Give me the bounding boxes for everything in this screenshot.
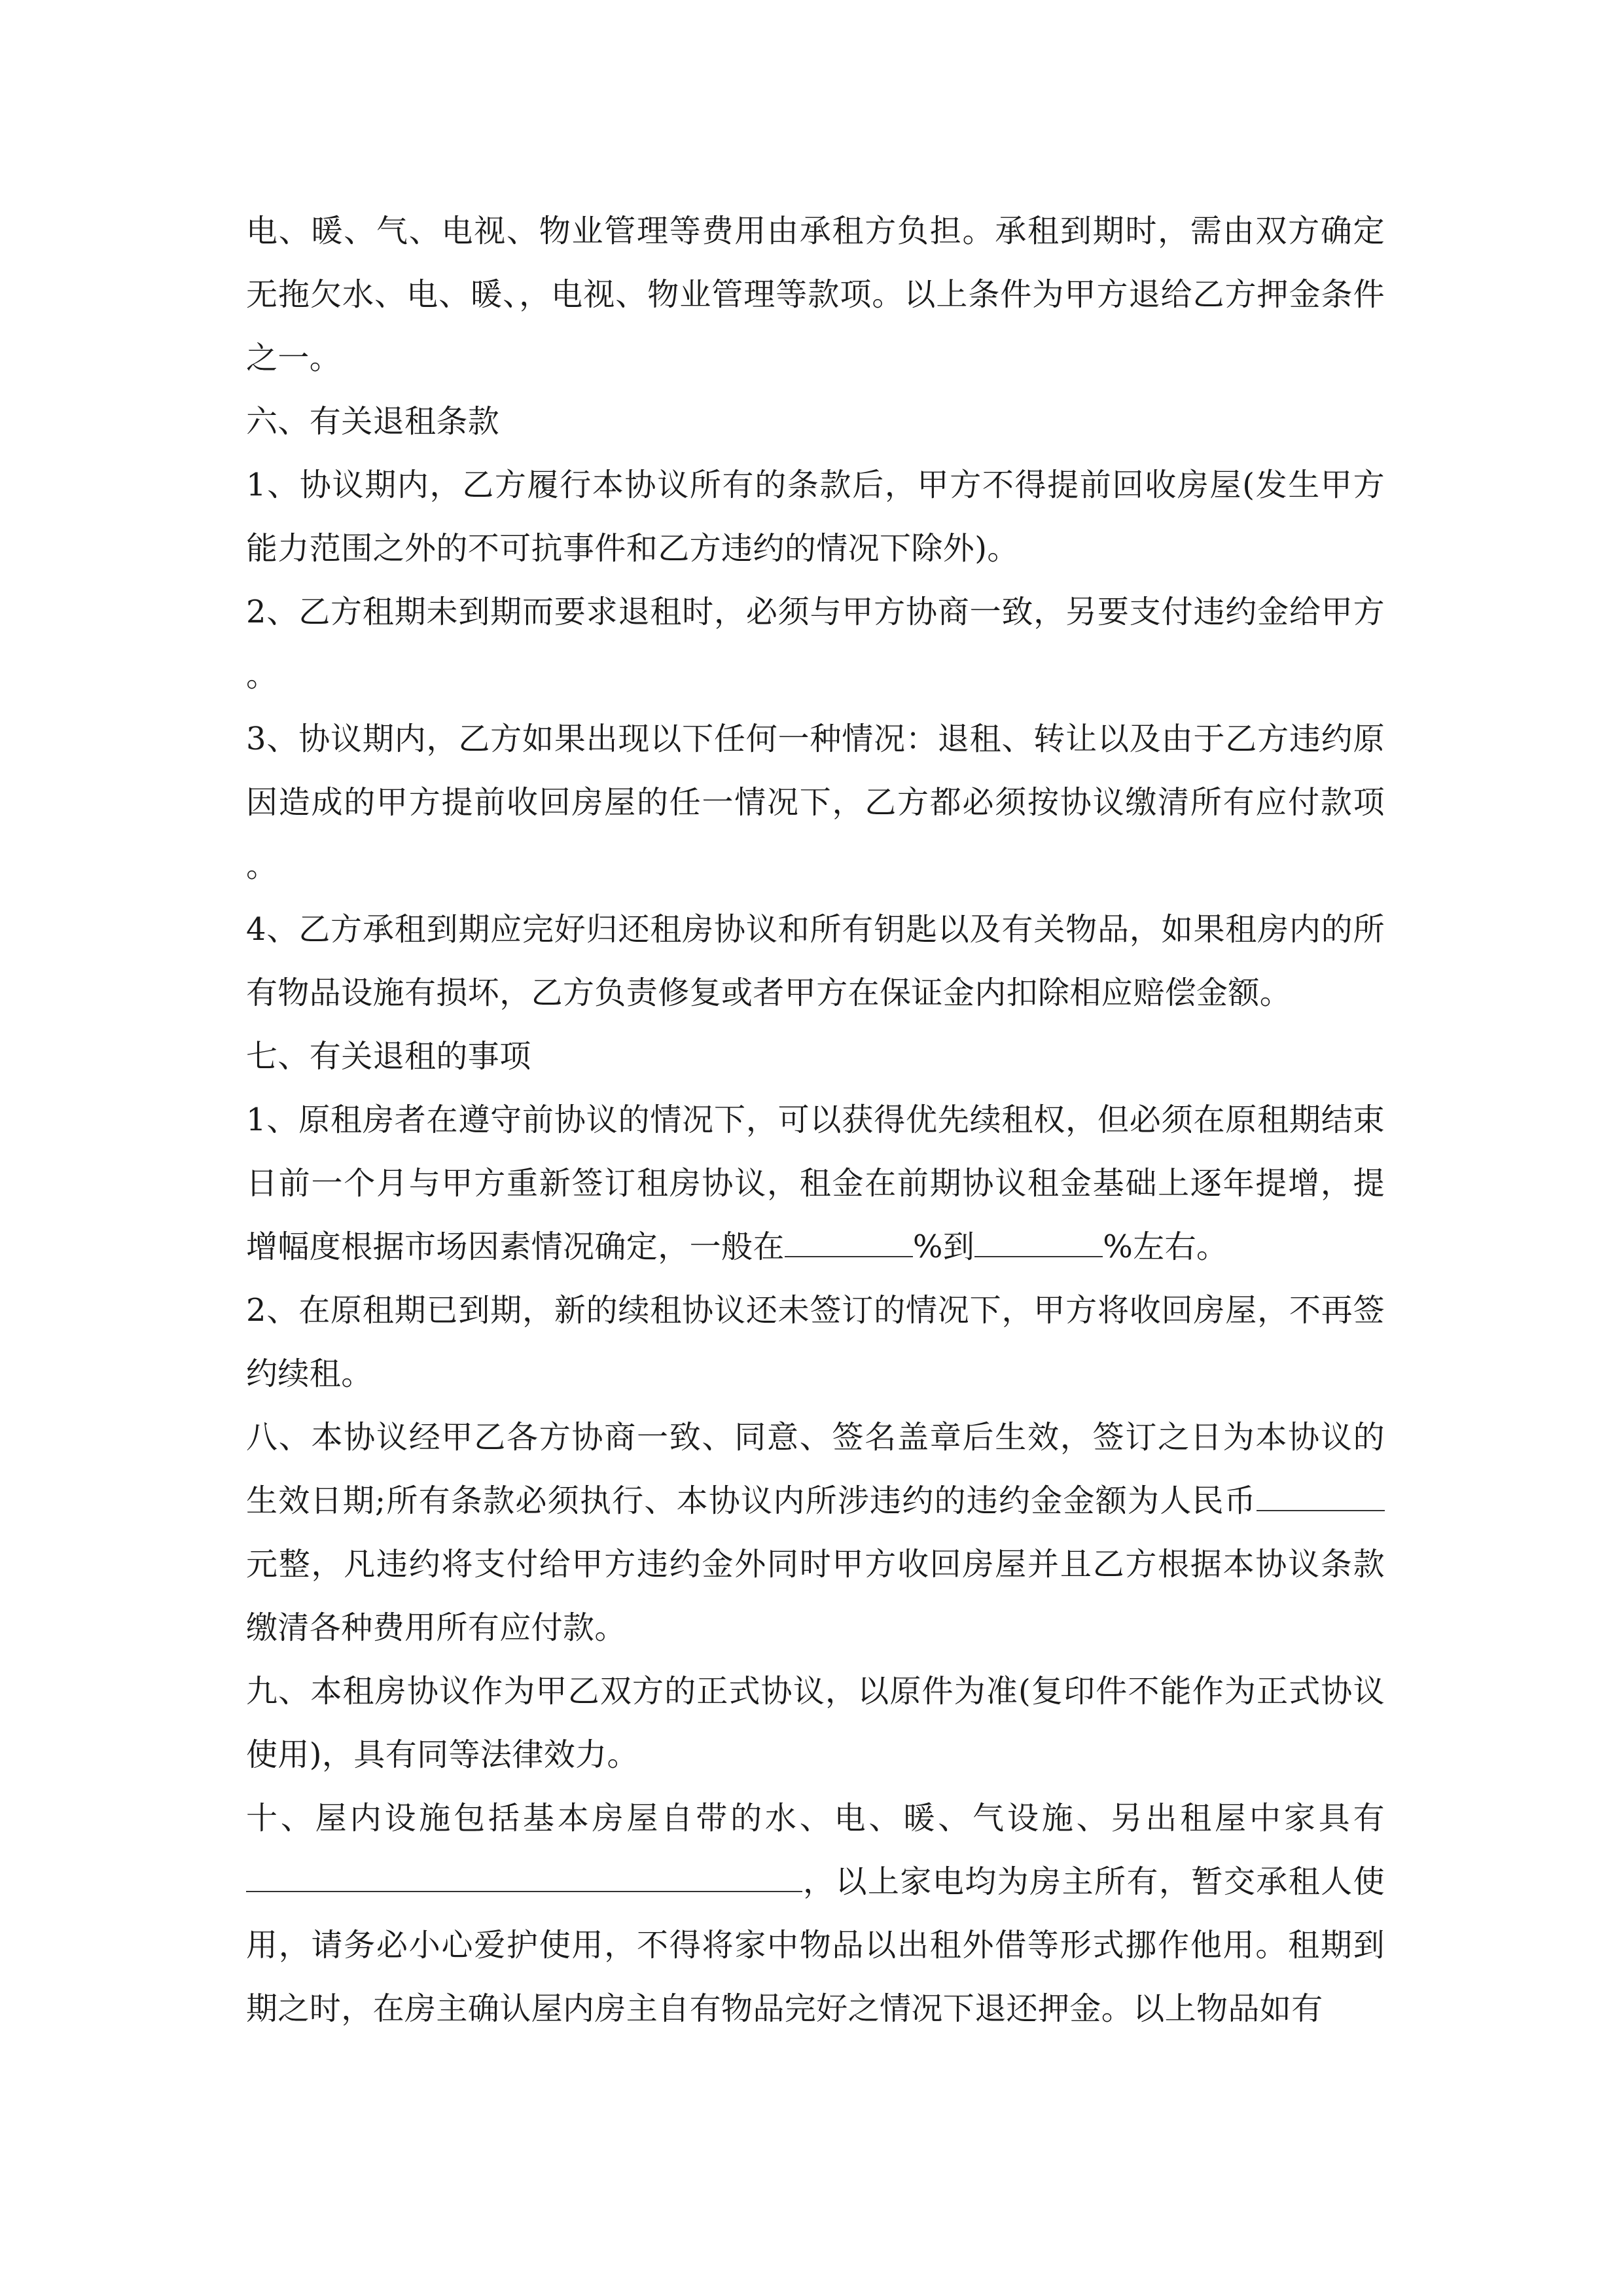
- section-10: [246, 1787, 1385, 2041]
- percent-min-blank[interactable]: [785, 1230, 913, 1257]
- clause-7-1-text-a: 1、原租房者在遵守前协议的情况下，可以获得优先续租权，但必须在原租期结束日前一个月与甲方重新签订租房协议，租金在前期协议租金基础上逐年提增，提增幅度根据市场因素情况确定，一般在: [246, 1102, 1385, 1265]
- document-body: [246, 200, 1385, 2041]
- clause-6-2: [246, 581, 1385, 708]
- penalty-amount-blank[interactable]: [1257, 1484, 1385, 1511]
- section-10-text-b: ，以上家电均为房主所有，暂交承租人使用，请务必小心爱护使用，不得将家中物品以出租外借等形式挪作他用。租期到期之时，在房主确认屋内房主自有物品完好之情况下退还押金。以上物品如有: [246, 1863, 1385, 2027]
- clause-6-3: [246, 708, 1385, 898]
- paragraph-utilities: [246, 200, 1385, 390]
- section-8-text-b: 元整，凡违约将支付给甲方违约金外同时甲方收回房屋并且乙方根据本协议条款缴清各种费用所有应付款。: [246, 1546, 1385, 1646]
- section-9: [246, 1660, 1385, 1787]
- clause-6-1-text: 1、协议期内，乙方履行本协议所有的条款后，甲方不得提前回收房屋(发生甲方能力范围之外的不可抗事件和乙方违约的情况下除外)。: [246, 467, 1385, 567]
- section-8-text-a: 八、本协议经甲乙各方协商一致、同意、签名盖章后生效，签订之日为本协议的生效日期;所有条款必须执行、本协议内所涉违约的违约金金额为人民币: [246, 1419, 1385, 1519]
- furniture-list-blank[interactable]: [246, 1865, 802, 1892]
- clause-7-1-text-c: %左右。: [1103, 1229, 1228, 1265]
- section-10-text-a: 十、屋内设施包括基本房屋自带的水、电、暖、气设施、另出租屋中家具有: [246, 1800, 1385, 1837]
- clause-7-1: [246, 1088, 1385, 1279]
- section-heading-6: [246, 390, 1385, 454]
- clause-7-2-text: 2、在原租期已到期，新的续租协议还未签订的情况下，甲方将收回房屋，不再签约续租。: [246, 1292, 1385, 1392]
- clause-6-2-text: 2、乙方租期未到期而要求退租时，必须与甲方协商一致，另要支付违约金给甲方。: [246, 594, 1385, 694]
- section-heading-6-text: 六、有关退租条款: [246, 403, 500, 440]
- clause-6-1: [246, 454, 1385, 581]
- clause-6-3-text: 3、协议期内，乙方如果出现以下任何一种情况：退租、转让以及由于乙方违约原因造成的甲方提前收回房屋的任一情况下，乙方都必须按协议缴清所有应付款项。: [246, 721, 1385, 884]
- paragraph-utilities-text: 电、暖、气、电视、物业管理等费用由承租方负担。承租到期时，需由双方确定无拖欠水、电、暖、，电视、物业管理等款项。以上条件为甲方退给乙方押金条件之一。: [246, 213, 1385, 376]
- clause-6-4: [246, 898, 1385, 1025]
- clause-6-4-text: 4、乙方承租到期应完好归还租房协议和所有钥匙以及有关物品，如果租房内的所有物品设施有损坏，乙方负责修复或者甲方在保证金内扣除相应赔偿金额。: [246, 911, 1385, 1011]
- section-9-text: 九、本租房协议作为甲乙双方的正式协议，以原件为准(复印件不能作为正式协议使用)，具有同等法律效力。: [246, 1673, 1385, 1773]
- section-heading-7: [246, 1025, 1385, 1088]
- percent-max-blank[interactable]: [974, 1230, 1103, 1257]
- section-heading-7-text: 七、有关退租的事项: [246, 1038, 531, 1075]
- clause-7-1-text-b: %到: [912, 1229, 975, 1265]
- clause-7-2: [246, 1279, 1385, 1406]
- section-8: [246, 1406, 1385, 1660]
